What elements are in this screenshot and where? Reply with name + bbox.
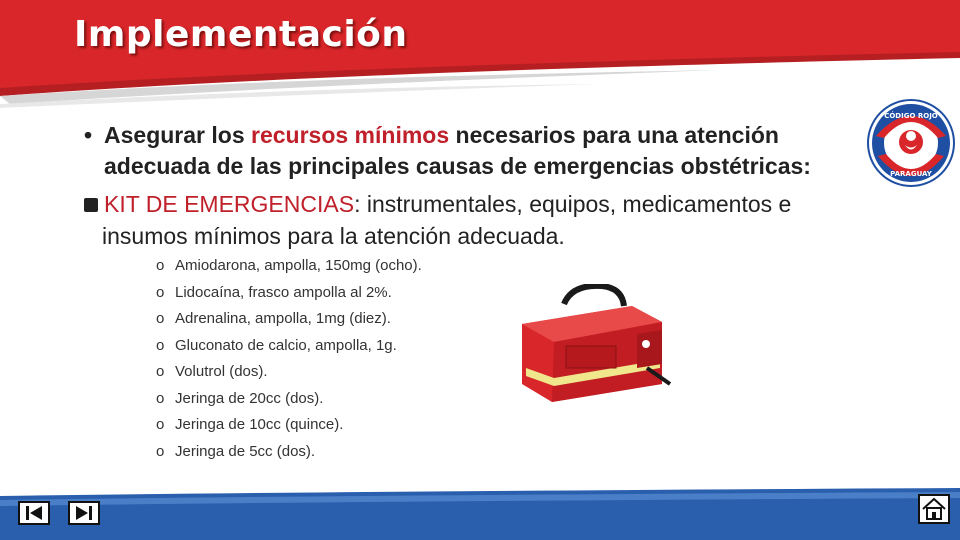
- first-slide-icon: [20, 503, 48, 523]
- bullet-marker: •: [84, 122, 93, 148]
- list-item: o Adrenalina, ampolla, 1mg (diez).: [156, 310, 391, 327]
- bullet1-line2: adecuada de las principales causas de emergencias obstétricas:: [104, 153, 811, 179]
- bullet1-text-before: Asegurar los: [104, 122, 251, 148]
- list-item: o Jeringa de 5cc (dos).: [156, 442, 316, 460]
- kit-label: KIT DE EMERGENCIAS: [104, 191, 355, 217]
- home-icon: [920, 496, 948, 522]
- list-item: o Jeringa de 10cc (quince).: [156, 416, 344, 433]
- bullet2-line2: insumos mínimos para la atención adecuada.: [102, 223, 565, 249]
- emergency-bag-icon: [512, 284, 672, 412]
- list-item: o Lidocaína, frasco ampolla al 2%.: [156, 283, 392, 301]
- list-item: o Volutrol (dos).: [156, 363, 268, 380]
- logo-top-text: CÓDIGO ROJO: [884, 112, 938, 120]
- logo-bottom-text: PARAGUAY: [890, 170, 932, 178]
- list-item: o Amiodarona, ampolla, 150mg (ocho).: [156, 257, 422, 274]
- bullet-resources: [84, 120, 864, 182]
- codigo-rojo-logo: [866, 98, 956, 188]
- list-item: o Jeringa de 20cc (dos).: [156, 389, 324, 407]
- bullet2-text: : instrumentales, equipos, medicamentos e: [354, 191, 792, 217]
- bullet-kit: [84, 188, 864, 252]
- first-slide-button[interactable]: [18, 501, 50, 525]
- last-slide-icon: [70, 503, 98, 523]
- page-title: Implementación: [74, 14, 408, 55]
- bullet1-text-after: necesarios para una atención: [449, 122, 779, 148]
- checkbox-bullet-icon: [84, 198, 98, 212]
- home-button[interactable]: [918, 494, 950, 524]
- bullet1-highlight: recursos mínimos: [251, 122, 450, 148]
- last-slide-button[interactable]: [68, 501, 100, 525]
- footer-band: [0, 486, 960, 540]
- list-item: o Gluconato de calcio, ampolla, 1g.: [156, 336, 397, 354]
- kit-items-list: [156, 253, 516, 465]
